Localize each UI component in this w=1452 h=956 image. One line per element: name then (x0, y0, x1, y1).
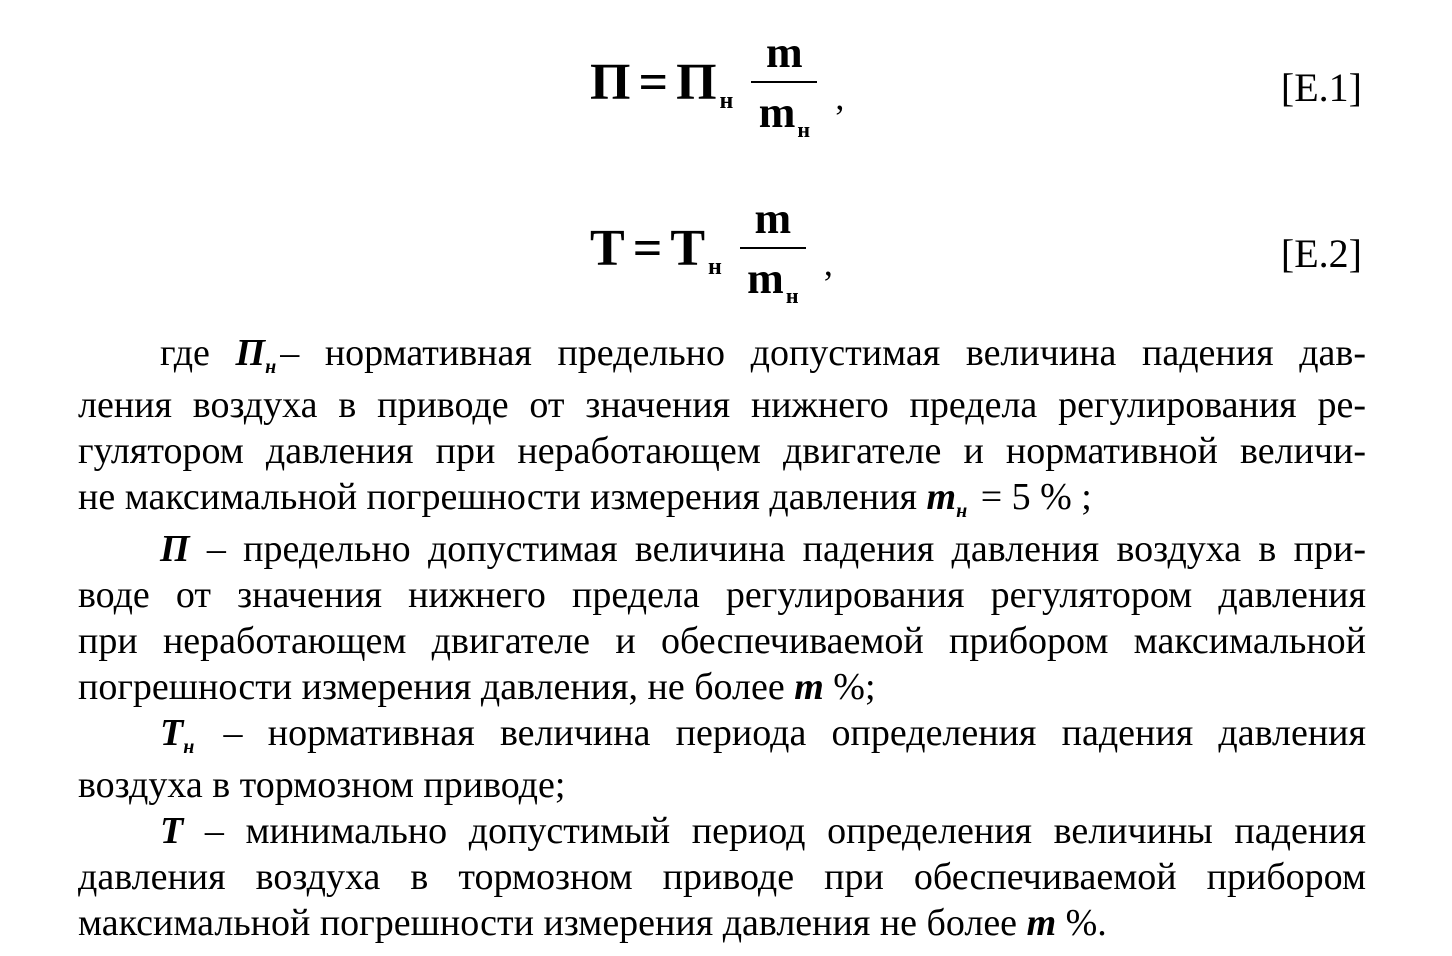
equals-sign: = (638, 54, 669, 111)
text-line (78, 526, 1366, 572)
fraction-numerator: m (754, 194, 792, 243)
definition-p-n (78, 330, 1366, 526)
formula-rhs-subscript: н (708, 254, 722, 280)
fraction (740, 194, 806, 308)
term-subscript: н (956, 500, 968, 522)
formula-comma: , (835, 77, 845, 117)
text-line: ления воздуха в приводе от значения нижнего предела регулирования ре- (78, 384, 1366, 426)
denominator-subscript: н (785, 283, 799, 308)
fraction-denominator (747, 249, 799, 308)
prefix-text: где (160, 332, 236, 374)
line-tail: %. (1056, 902, 1107, 944)
equation-number: [Е.2] (1280, 231, 1362, 276)
term-symbol: Т (160, 810, 184, 852)
text-line: воде от значения нижнего предела регулирования регулятором давления (78, 574, 1366, 616)
definition-p (78, 526, 1366, 710)
text-line (78, 808, 1366, 854)
text-line: воздуха в тормозном приводе; (78, 764, 566, 806)
formula-rhs-symbol: Т (670, 220, 706, 277)
equation-number: [Е.1] (1280, 65, 1362, 110)
term-symbol: m (926, 476, 957, 518)
line-text: – нормативная предельно допустимая величина падения дав- (280, 332, 1366, 374)
equation-e2 (0, 184, 1452, 314)
formula-lhs: П (590, 54, 631, 111)
term-symbol: Т (160, 712, 184, 754)
formula-comma: , (823, 243, 833, 283)
line-text: погрешности измерения давления, не более (78, 666, 795, 708)
term-symbol: П (235, 332, 266, 374)
text-line (78, 664, 1366, 710)
equals-sign: = (632, 220, 663, 277)
term-symbol: m (794, 666, 824, 708)
line-text: максимальной погрешности измерения давления не более (78, 902, 1027, 944)
formula-lhs: Т (590, 220, 625, 277)
formula-e2 (590, 184, 833, 314)
line-text: – нормативная величина периода определения падения давления (198, 712, 1366, 754)
fraction-numerator: m (766, 28, 803, 77)
term-symbol: m (1026, 902, 1057, 944)
denominator-subscript: н (797, 117, 811, 142)
line-tail: = 5 % ; (971, 476, 1092, 518)
line-text: – минимально допустимый период определения величины падения (183, 810, 1366, 852)
definition-t (78, 808, 1366, 946)
text-line (78, 330, 1366, 382)
line-text: не максимальной погрешности измерения давления (78, 476, 927, 518)
denominator-symbol: m (758, 88, 796, 137)
equation-e1 (0, 18, 1452, 148)
term-subscript: н (265, 356, 277, 378)
term-subscript: н (183, 736, 195, 758)
line-tail: %; (823, 666, 876, 708)
formula-e1 (590, 18, 844, 148)
formula-rhs-subscript: н (719, 88, 734, 114)
formula-rhs-symbol: П (676, 54, 717, 111)
text-line: гулятором давления при неработающем двигателе и нормативной величи- (78, 430, 1366, 472)
term-symbol: П (160, 528, 190, 570)
text-line (78, 710, 1366, 762)
fraction (751, 28, 817, 142)
definitions-text (78, 330, 1366, 946)
definition-t-n (78, 710, 1366, 808)
text-line (78, 474, 1366, 526)
denominator-symbol: m (747, 254, 784, 303)
fraction-denominator (758, 83, 811, 142)
text-line: при неработающем двигателе и обеспечиваемой прибором максимальной (78, 620, 1366, 662)
line-text: – предельно допустимая величина падения давления воздуха в при- (189, 528, 1366, 570)
text-line: давления воздуха в тормозном приводе при обеспечиваемой прибором (78, 856, 1366, 898)
text-line (78, 900, 1366, 946)
